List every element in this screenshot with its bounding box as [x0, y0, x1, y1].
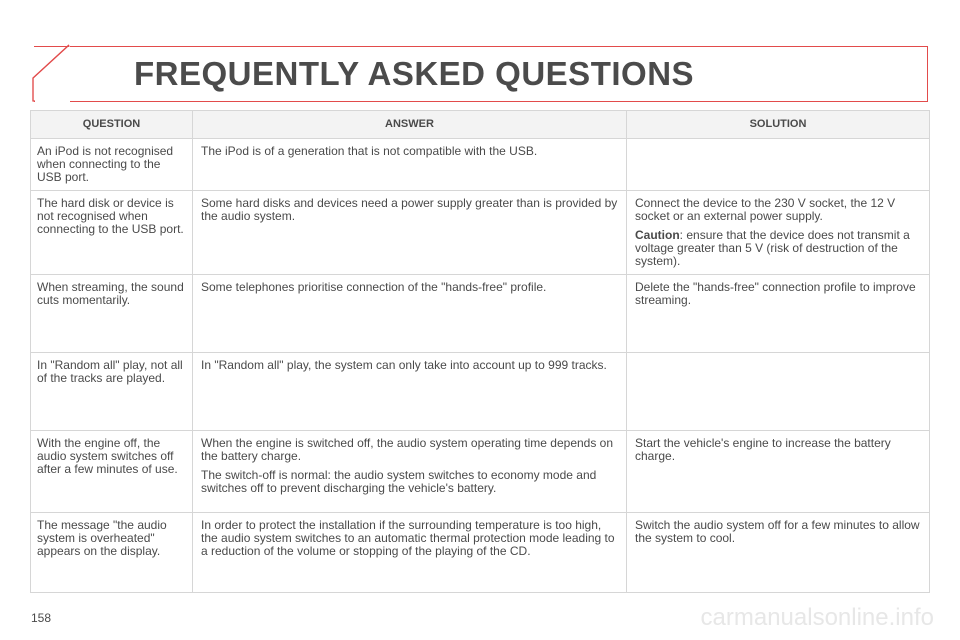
question-cell: When streaming, the sound cuts momentarily. [31, 275, 193, 353]
question-cell: An iPod is not recognised when connecting to the USB port. [31, 139, 193, 191]
solution-cell [627, 353, 930, 431]
solution-text: Delete the "hands-free" connection profile to improve streaming. [635, 280, 916, 307]
page-number: 158 [31, 611, 52, 625]
question-cell: In "Random all" play, not all of the tracks are played. [31, 353, 193, 431]
banner-corner-accent [32, 44, 70, 102]
question-cell: The hard disk or device is not recognised when connecting to the USB port. [31, 191, 193, 275]
table-header-row [31, 111, 930, 139]
solution-text: Start the vehicle's engine to increase the battery charge. [635, 436, 891, 463]
solution-cell [627, 275, 930, 353]
answer-text: In order to protect the installation if the surrounding temperature is too high, the audio system switches to an automatic thermal protection mode leading to a reduction of the volume or stopping of the playing of the CD. [201, 518, 615, 558]
answer-cell [193, 353, 627, 431]
faq-table [30, 110, 930, 593]
answer-text: The iPod is of a generation that is not compatible with the USB. [201, 144, 538, 158]
column-header-solution: SOLUTION [627, 111, 930, 139]
answer-text: When the engine is switched off, the audio system operating time depends on the battery charge. [201, 436, 614, 463]
table-row [31, 353, 930, 431]
answer-cell [193, 139, 627, 191]
answer-text: Some hard disks and devices need a power supply greater than is provided by the audio system. [201, 196, 618, 223]
answer-text: The switch-off is normal: the audio system switches to economy mode and switches off to prevent discharging the vehicle's battery. [201, 468, 597, 495]
solution-caution [635, 229, 921, 268]
solution-cell [627, 431, 930, 513]
table-row [31, 139, 930, 191]
question-cell: The message "the audio system is overheated" appears on the display. [31, 513, 193, 593]
table-row [31, 431, 930, 513]
answer-cell [193, 513, 627, 593]
column-header-question: QUESTION [31, 111, 193, 139]
table-row [31, 275, 930, 353]
answer-cell [193, 191, 627, 275]
column-header-answer: ANSWER [193, 111, 627, 139]
table-row [31, 191, 930, 275]
solution-text: Connect the device to the 230 V socket, the 12 V socket or an external power supply. [635, 196, 896, 223]
solution-cell [627, 139, 930, 191]
solution-cell [627, 191, 930, 275]
table-row [31, 513, 930, 593]
answer-text: Some telephones prioritise connection of the "hands-free" profile. [201, 280, 547, 294]
solution-cell [627, 513, 930, 593]
answer-text: In "Random all" play, the system can only take into account up to 999 tracks. [201, 358, 607, 372]
solution-text: Switch the audio system off for a few minutes to allow the system to cool. [635, 518, 920, 545]
answer-cell [193, 275, 627, 353]
answer-cell [193, 431, 627, 513]
page-title: FREQUENTLY ASKED QUESTIONS [134, 55, 695, 92]
watermark: carmanualsonline.info [700, 604, 934, 631]
question-cell: With the engine off, the audio system switches off after a few minutes of use. [31, 431, 193, 513]
caution-label: Caution [635, 228, 680, 242]
caution-text: : ensure that the device does not transmit a voltage greater than 5 V (risk of destruction of the system). [635, 228, 910, 268]
